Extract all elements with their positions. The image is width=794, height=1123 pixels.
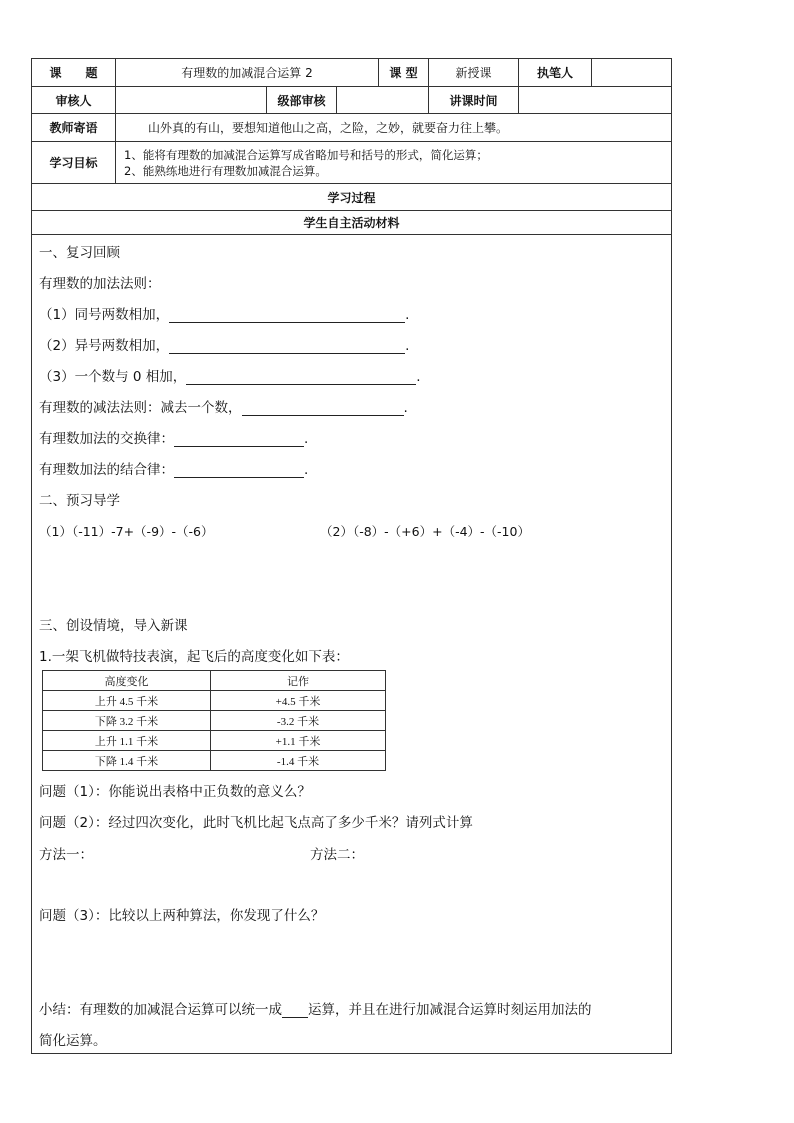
rule-2-line: [39, 334, 409, 354]
grade-review-label: 级部审核: [267, 87, 337, 113]
table-cell: -1.4 千米: [211, 751, 386, 771]
teacher-message-row: [32, 114, 671, 142]
reviewer-label: 审核人: [32, 87, 116, 113]
author-value: [592, 59, 673, 86]
rule-1-text: （1）同号两数相加，: [39, 307, 170, 323]
header-row-2: [32, 87, 671, 114]
method-1-label: 方法一：: [39, 847, 93, 863]
subtraction-rule-text: 有理数的减法法则：减去一个数，: [39, 400, 242, 416]
learning-goals-label: 学习目标: [32, 142, 116, 183]
learning-goals-list: [116, 142, 673, 183]
review-title: 一、复习回顾: [39, 245, 120, 261]
associative-text: 有理数加法的结合律：: [39, 462, 174, 478]
subject-value: 有理数的加减混合运算 2: [116, 59, 379, 86]
subtraction-rule-line: [39, 396, 408, 416]
grade-review-value: [337, 87, 429, 113]
situation-title: 三、创设情境，导入新课: [39, 618, 188, 634]
table-header-cell: 记作: [211, 671, 386, 691]
period: .: [403, 400, 408, 416]
lesson-plan-sheet: [31, 58, 672, 1054]
reviewer-value: [116, 87, 267, 113]
header-row-1: [32, 59, 671, 87]
summary-blank: [282, 1003, 308, 1018]
associative-line: [39, 458, 308, 478]
associative-blank: [174, 463, 304, 478]
table-cell: +1.1 千米: [211, 731, 386, 751]
process-row: [32, 184, 671, 211]
summary-line-1: [39, 998, 592, 1018]
table-header-cell: 高度变化: [43, 671, 211, 691]
period: .: [304, 462, 309, 478]
material-row: [32, 211, 671, 235]
table-cell: 下降 1.4 千米: [43, 751, 211, 771]
method-2-label: 方法二：: [310, 847, 364, 863]
table-cell: +4.5 千米: [211, 691, 386, 711]
summary-line-2: 简化运算。: [39, 1033, 107, 1049]
teacher-message-label: 教师寄语: [32, 114, 116, 141]
commutative-blank: [174, 432, 304, 447]
period: .: [405, 307, 410, 323]
table-row: [43, 751, 386, 771]
table-header-row: [43, 671, 386, 691]
rule-3-line: [39, 365, 421, 385]
lecture-time-label: 讲课时间: [429, 87, 519, 113]
question-2: 问题（2）：经过四次变化，此时飞机比起飞点高了多少千米？请列式计算: [39, 815, 473, 831]
commutative-line: [39, 427, 308, 447]
question-3: 问题（3）：比较以上两种算法，你发现了什么？: [39, 908, 325, 924]
subtraction-rule-blank: [242, 401, 404, 416]
table-row: [43, 691, 386, 711]
teacher-message-text: 山外真的有山，要想知道他山之高，之险，之妙，就要奋力往上攀。: [148, 121, 509, 135]
learning-goal-item: 2、能熟练地进行有理数加减混合运算。: [124, 163, 327, 178]
rule-3-text: （3）一个数与 0 相加，: [39, 369, 187, 385]
table-cell: -3.2 千米: [211, 711, 386, 731]
process-heading: 学习过程: [327, 190, 376, 205]
rule-2-blank: [169, 339, 405, 354]
commutative-text: 有理数加法的交换律：: [39, 431, 174, 447]
learning-goal-item: 1、能将有理数的加减混合运算写成省略加号和括号的形式，简化运算；: [124, 147, 488, 162]
altitude-change-table: [42, 670, 386, 771]
subject-label: 课 题: [32, 59, 116, 86]
rule-2-text: （2）异号两数相加，: [39, 338, 170, 354]
situation-intro: 1.一架飞机做特技表演，起飞后的高度变化如下表：: [39, 649, 349, 665]
lecture-time-value: [519, 87, 673, 113]
table-cell: 上升 1.1 千米: [43, 731, 211, 751]
material-heading: 学生自主活动材料: [303, 216, 400, 230]
summary-text-a: 小结：有理数的加减混合运算可以统一成: [39, 1002, 282, 1018]
period: .: [405, 338, 410, 354]
preview-title: 二、预习导学: [39, 493, 120, 509]
learning-goals-row: [32, 142, 671, 184]
period: .: [304, 431, 309, 447]
preview-question-1: （1）（-11）-7+（-9）-（-6）: [39, 524, 214, 539]
addition-rule-heading: 有理数的加法法则：: [39, 276, 161, 292]
summary-text-b: 运算，并且在进行加减混合运算时刻运用加法的: [308, 1002, 592, 1018]
rule-1-line: [39, 303, 409, 323]
type-value: 新授课: [429, 59, 519, 86]
question-1: 问题（1）：你能说出表格中正负数的意义么？: [39, 784, 311, 800]
table-cell: 上升 4.5 千米: [43, 691, 211, 711]
period: .: [416, 369, 421, 385]
rule-1-blank: [169, 308, 405, 323]
table-row: [43, 731, 386, 751]
author-label: 执笔人: [519, 59, 592, 86]
rule-3-blank: [186, 370, 416, 385]
table-cell: 下降 3.2 千米: [43, 711, 211, 731]
table-row: [43, 711, 386, 731]
type-label: 课 型: [379, 59, 429, 86]
preview-question-2: （2）（-8）-（+6）+（-4）-（-10）: [320, 524, 530, 539]
